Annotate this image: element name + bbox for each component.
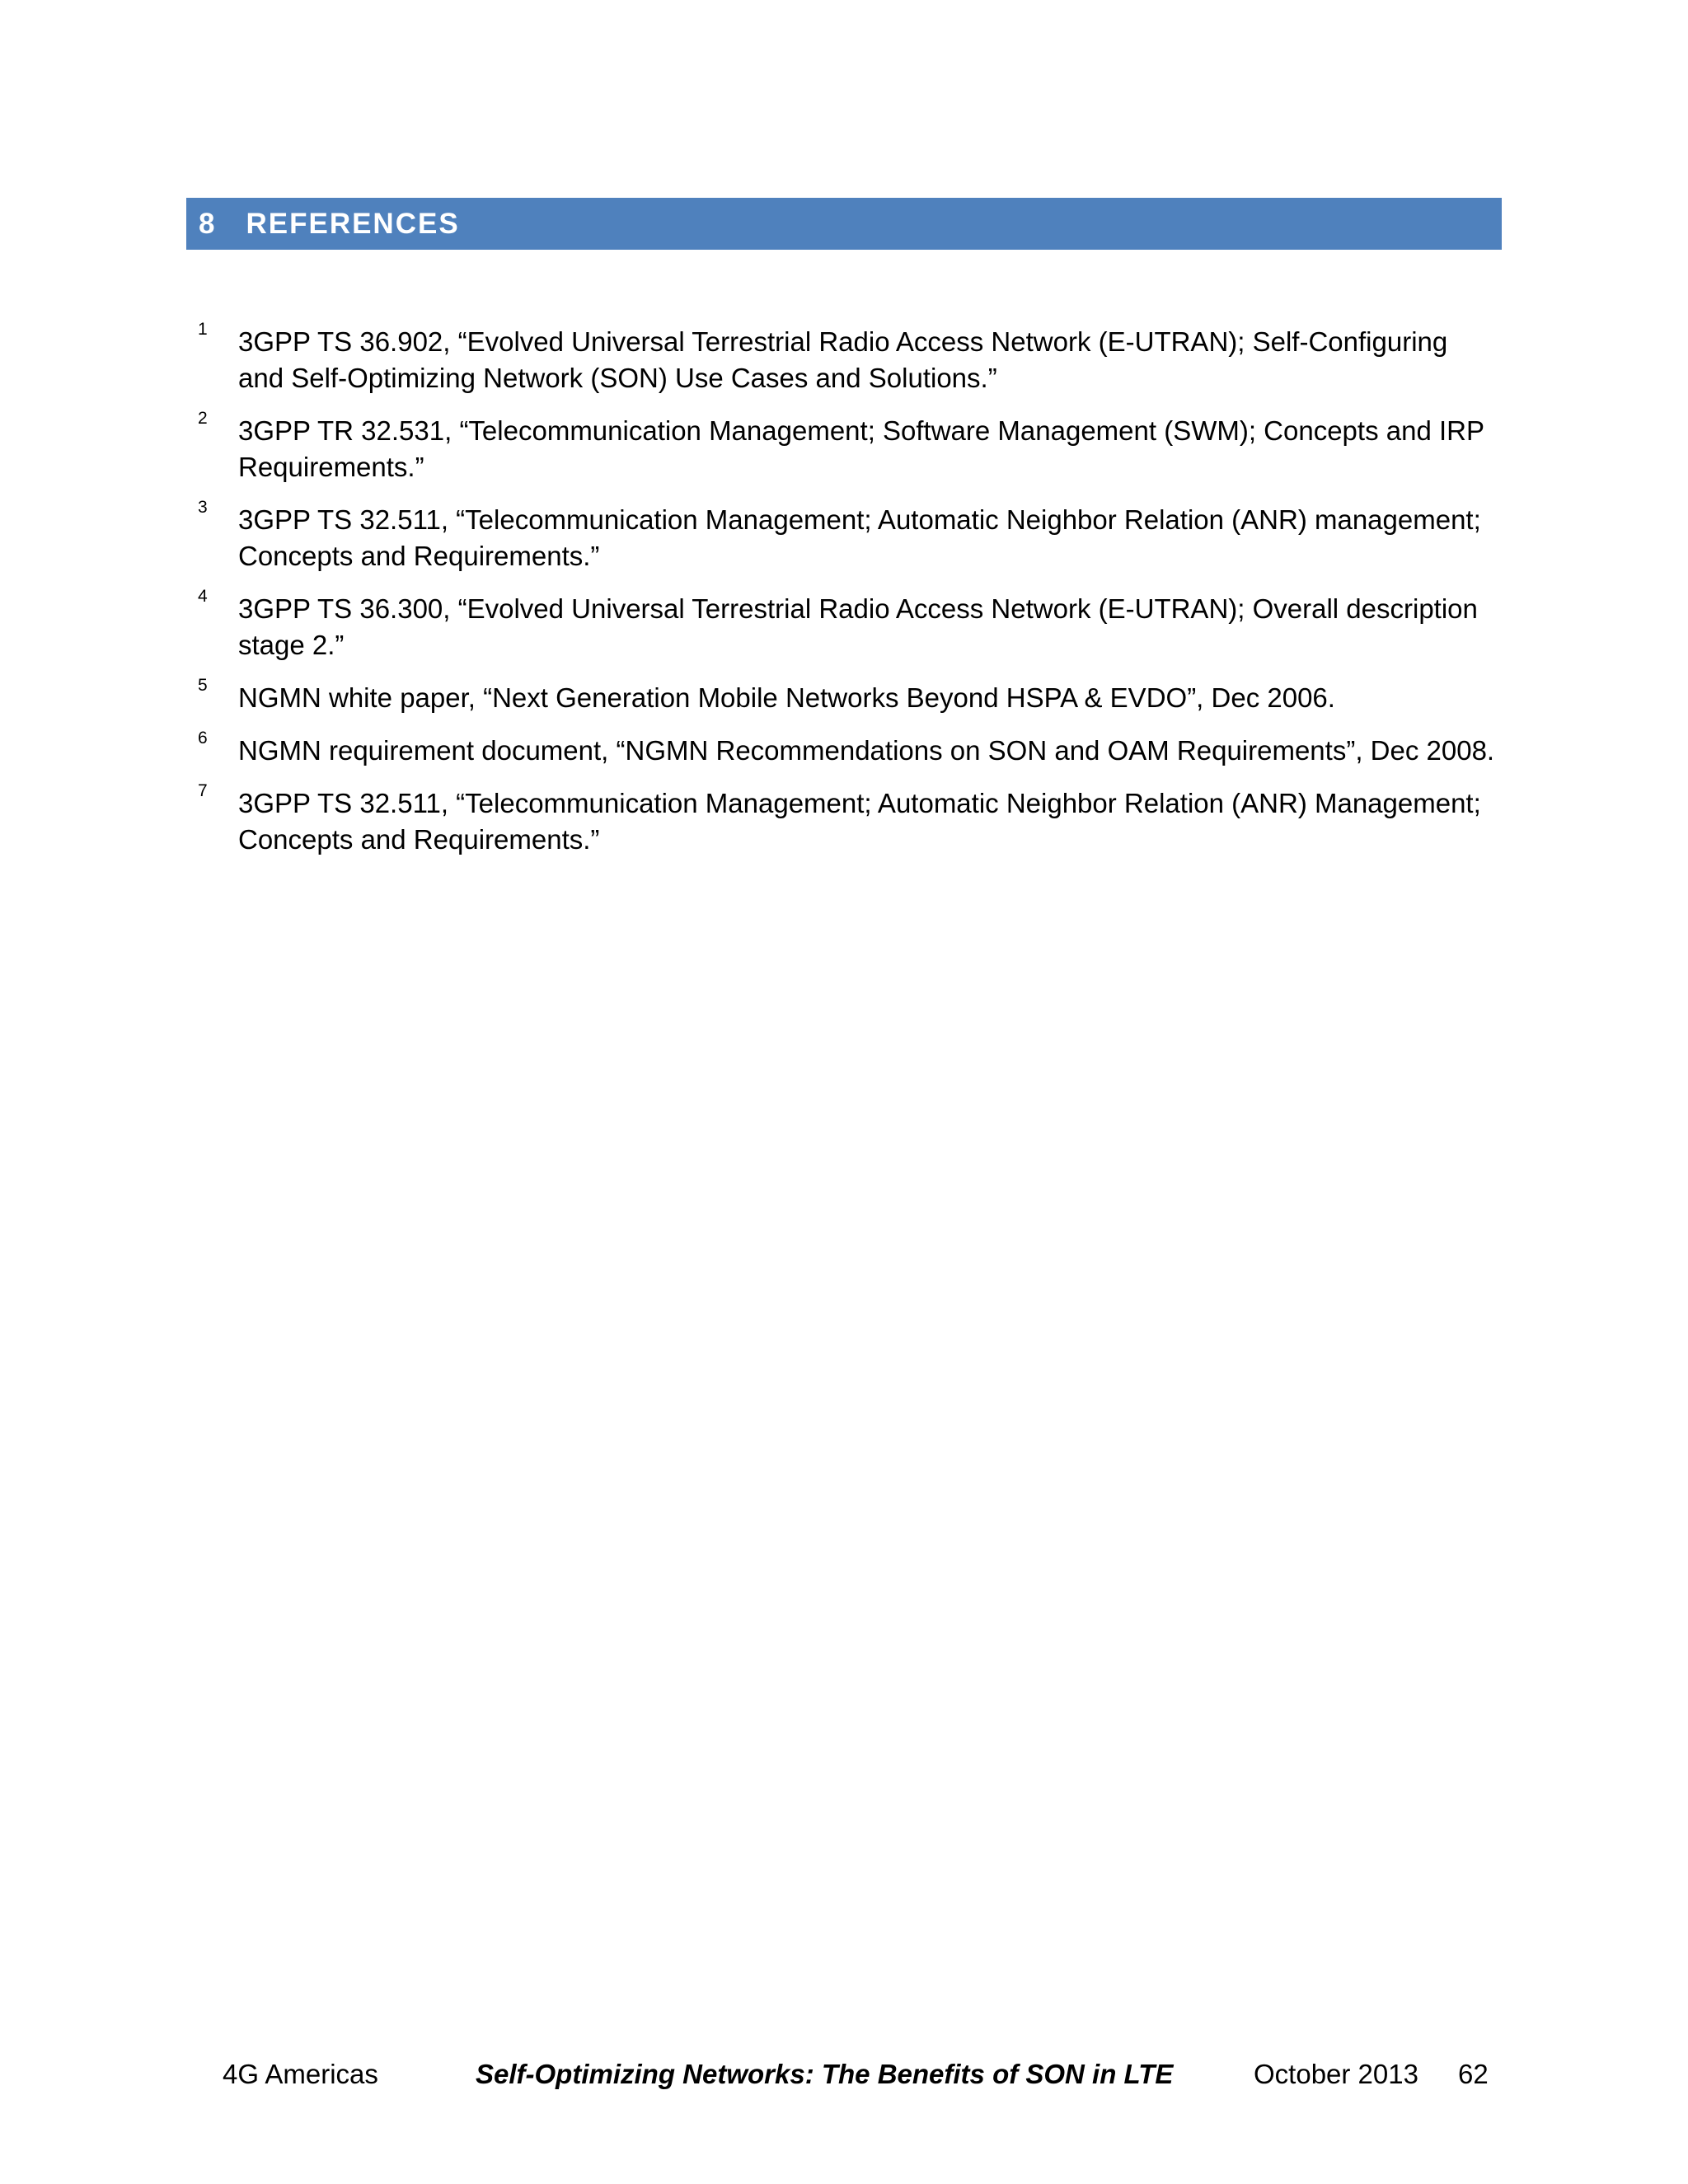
reference-item <box>198 781 1500 858</box>
footer-document-title: Self-Optimizing Networks: The Benefits of SON in LTE <box>476 2059 1174 2089</box>
reference-item <box>198 676 1500 716</box>
reference-item <box>198 729 1500 769</box>
section-number: 8 <box>199 207 217 240</box>
reference-text: NGMN white paper, “Next Generation Mobile Networks Beyond HSPA & EVDO”, Dec 2006. <box>238 682 1335 713</box>
reference-number: 5 <box>198 676 208 695</box>
footer-organization: 4G Americas <box>223 2059 378 2089</box>
reference-text: NGMN requirement document, “NGMN Recommendations on SON and OAM Requirements”, Dec 2008. <box>238 735 1495 766</box>
footer-page-number: 62 <box>1458 2059 1489 2089</box>
reference-number: 2 <box>198 409 208 428</box>
reference-text: 3GPP TS 32.511, “Telecommunication Management; Automatic Neighbor Relation (ANR) management; Concepts and Requirements.” <box>238 504 1481 571</box>
reference-text: 3GPP TS 36.902, “Evolved Universal Terrestrial Radio Access Network (E-UTRAN); Self-Configuring and Self-Optimizing Network (SON) Use Cases and Solutions.” <box>238 326 1448 393</box>
page-footer <box>0 2056 1688 2093</box>
section-heading <box>186 198 1502 250</box>
reference-number: 1 <box>198 320 208 339</box>
reference-number: 6 <box>198 729 208 748</box>
reference-item <box>198 587 1500 663</box>
reference-item <box>198 320 1500 396</box>
reference-text: 3GPP TR 32.531, “Telecommunication Management; Software Management (SWM); Concepts and IRP Requirements.” <box>238 415 1484 482</box>
reference-list <box>198 320 1500 874</box>
reference-item <box>198 409 1500 485</box>
section-title: REFERENCES <box>246 207 460 240</box>
reference-text: 3GPP TS 36.300, “Evolved Universal Terrestrial Radio Access Network (E-UTRAN); Overall description stage 2.” <box>238 593 1478 660</box>
footer-date: October 2013 <box>1254 2059 1418 2089</box>
reference-number: 3 <box>198 498 208 517</box>
reference-number: 4 <box>198 587 208 606</box>
reference-item <box>198 498 1500 574</box>
reference-text: 3GPP TS 32.511, “Telecommunication Management; Automatic Neighbor Relation (ANR) Management; Concepts and Requirements.” <box>238 788 1481 855</box>
reference-number: 7 <box>198 781 208 800</box>
